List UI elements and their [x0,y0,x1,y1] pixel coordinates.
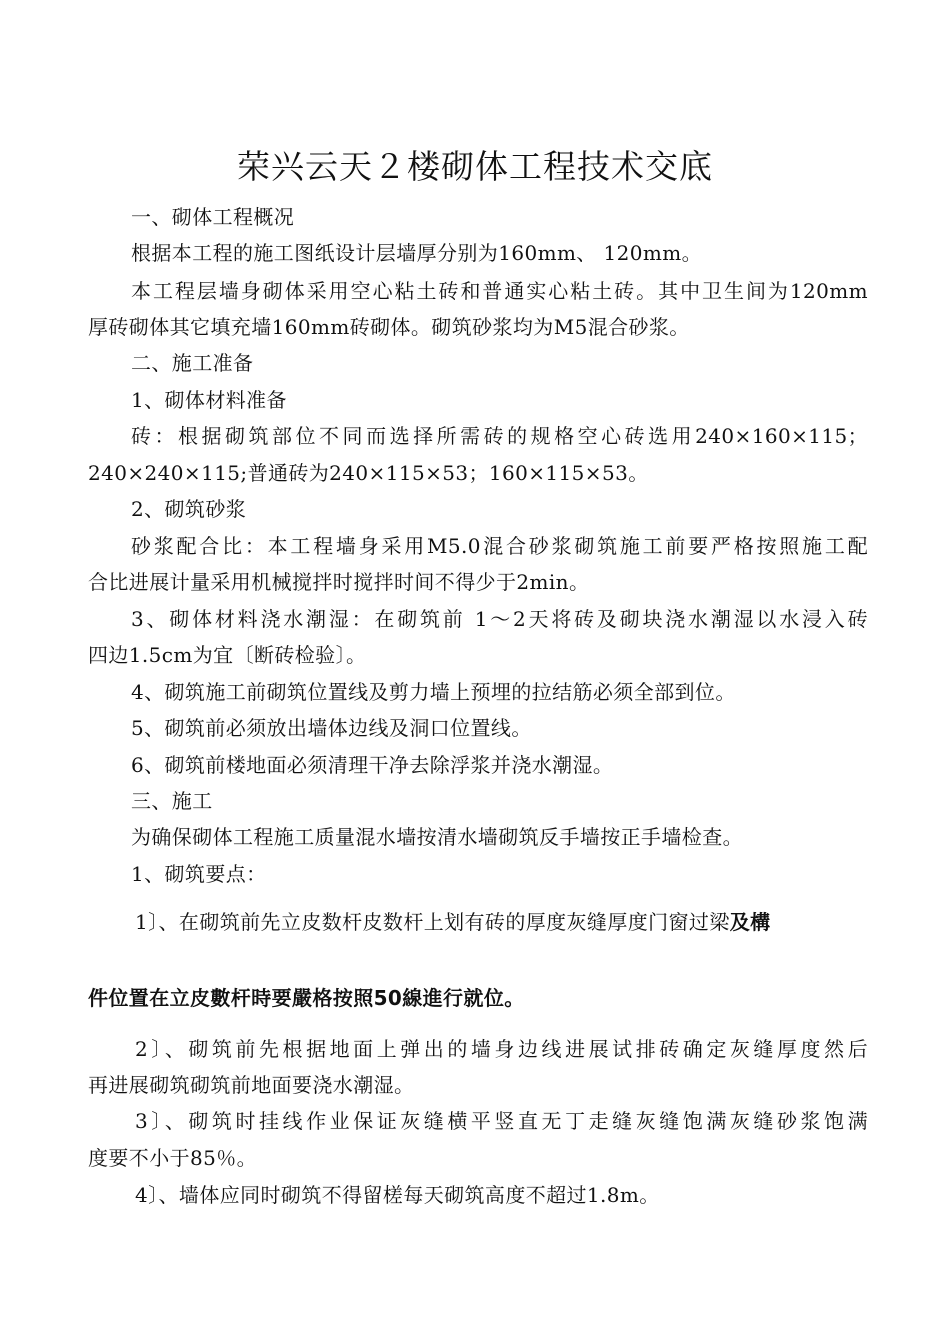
paragraph-line: 再进展砌筑砌筑前地面要浇水潮湿。 [88,1073,415,1097]
paragraph-line: 6、砌筑前楼地面必须清理干净去除浮浆并浇水潮湿。 [131,753,614,777]
paragraph-line: 砂浆配合比：本工程墙身采用M5.0混合砂浆砌筑施工前要严格按照施工配 [131,534,868,558]
paragraph-line: 根据本工程的施工图纸设计层墙厚分别为160mm、 120mm。 [131,241,702,265]
section-heading-preparation: 二、施工准备 [131,351,254,375]
subsection-heading: 1、砌体材料准备 [131,388,287,412]
paragraph-line: 3〕、砌筑时挂线作业保证灰缝横平竖直无丁走缝灰缝饱满灰缝砂浆饱满 [135,1109,868,1133]
section-heading-construction: 三、施工 [131,789,213,813]
subsection-heading: 2、砌筑砂浆 [131,497,247,521]
paragraph-line: 砖：根据砌筑部位不同而选择所需砖的规格空心砖选用240×160×115； [131,424,868,448]
paragraph-line: 3、砌体材料浇水潮湿：在砌筑前 1～2天将砖及砌块浇水潮湿以水浸入砖 [131,607,868,631]
paragraph-line: 度要不小于85％。 [88,1146,258,1170]
paragraph-line: 240×240×115;普通砖为240×115×53；160×115×53。 [88,461,649,485]
document-title: 荣兴云天２楼砌体工程技术交底 [237,147,713,186]
paragraph-line: 4〕、墙体应同时砌筑不得留槎每天砌筑高度不超过1.8m。 [135,1183,660,1207]
section-heading-overview: 一、砌体工程概况 [131,205,295,229]
paragraph-line: 为确保砌体工程施工质量混水墙按清水墙砌筑反手墙按正手墙检查。 [131,825,743,849]
paragraph-line: 本工程层墙身砌体采用空心粘土砖和普通实心粘土砖。其中卫生间为120mm [131,279,868,303]
paragraph-text: 1〕、在砌筑前先立皮数杆皮数杆上划有砖的厚度灰缝厚度门窗过梁 [135,910,730,934]
paragraph-line: 四边1.5cm为宜〔断砖检验〕。 [88,643,367,667]
paragraph-line: 2〕、砌筑前先根据地面上弹出的墙身边线进展试排砖确定灰缝厚度然后 [135,1037,868,1061]
paragraph-line: 厚砖砌体其它填充墙160mm砖砌体。砌筑砂浆均为M5混合砂浆。 [88,315,690,339]
paragraph-line: 合比进展计量采用机械搅拌时搅拌时间不得少于2min。 [88,570,590,594]
paragraph-text-bold: 及構 [729,910,771,934]
paragraph-line [135,907,868,937]
paragraph-line: 4、砌筑施工前砌筑位置线及剪力墙上预埋的拉结筋必须全部到位。 [131,680,736,704]
paragraph-line: 5、砌筑前必须放出墙体边线及洞口位置线。 [131,716,532,740]
subsection-heading: 1、砌筑要点： [131,862,267,886]
paragraph-line-bold: 件位置在立皮數杆時要嚴格按照50線進行就位。 [88,986,525,1010]
